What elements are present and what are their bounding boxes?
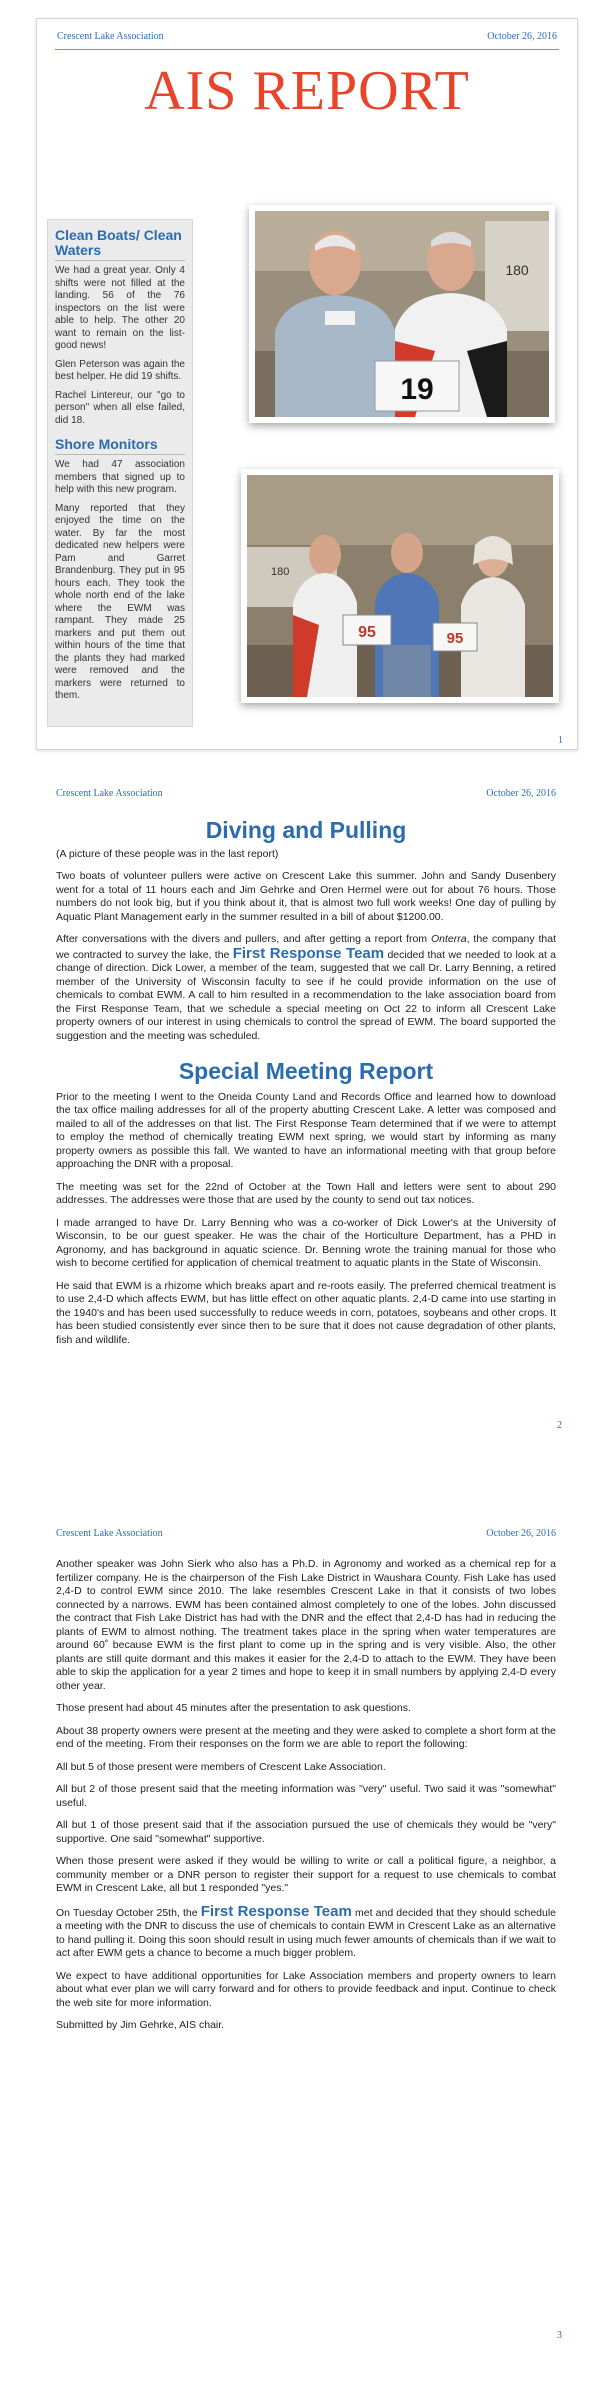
page-3 bbox=[36, 1512, 576, 2392]
photo-two-men-image bbox=[255, 211, 549, 417]
header-org: Crescent Lake Association bbox=[56, 787, 163, 799]
header-rule bbox=[55, 49, 559, 50]
section-title-diving: Diving and Pulling bbox=[205, 817, 407, 843]
sign-number: 95 bbox=[446, 630, 464, 647]
page-title: AIS REPORT bbox=[144, 60, 470, 122]
sidebar-text: Glen Peterson was again the best helper. He did 19 shifts. bbox=[55, 358, 185, 382]
first-response-team: First Response Team bbox=[200, 1902, 352, 1920]
paragraph: All but 2 of those present said that the meeting information was "very" useful. Two said it was "somewhat" useful. bbox=[56, 1783, 556, 1809]
photo-two-men bbox=[249, 205, 555, 423]
paragraph: He said that EWM is a rhizome which breaks apart and re-roots easily. The preferred chemical treatment is to use 2,4-D which affects EWM, but has little effect on other aquatic plants. 2,4-D came into use starting in the 1940's and has been used successfully to reduce weeds in corn, potatoes, soybeans and other crops. It has been studied consistently ever since then to be sure that it does not cause degradation of other plants, fish and wildlife. bbox=[56, 1279, 556, 1346]
paragraph: After conversations with the divers and pullers, and after getting a report from Onterra, the company that we contracted to survey the lake, the First Response Team decided that we needed to look at a change of direction. Dick Lower, a member of the team, suggested that we call Dr. Larry Benning, a retired member of the University of Wisconsin faculty to see if he could provide information on the use of chemicals to combat EWM. A call to him resulted in a recommendation to the lake association board from the First Response Team, that we schedule a special meeting on Oct 22 to inform all Crescent Lake property owners of our interest in using chemicals to control the spread of EWM. The board supported the suggestion and the meeting was scheduled. bbox=[56, 933, 557, 1042]
page-number: 3 bbox=[557, 2330, 562, 2341]
page-body bbox=[56, 1558, 556, 2042]
sign-number: 19 bbox=[400, 373, 434, 406]
page-2 bbox=[36, 772, 576, 1512]
sidebar-text: Many reported that they enjoyed the time on the water. By far the most dedicated new helpers were Pam and Garret Brandenburg. They put in 95 hours each. They took the whole north end of the lake where the EWM was rampant. They made 25 markers and put them out within hours of the time that the plants they had marked were removed and the markers were returned to them. bbox=[55, 502, 185, 701]
sign-number: 95 bbox=[358, 624, 376, 641]
sidebar-text: We had a great year. Only 4 shifts were not filled at the landing. 56 of the 76 inspectors on the list were able to help. The other 20 want to remain on the list- good news! bbox=[55, 265, 185, 351]
page-header bbox=[57, 25, 557, 47]
sidebar-box bbox=[47, 219, 193, 727]
header-org: Crescent Lake Association bbox=[56, 1527, 163, 1539]
sidebar-text: We had 47 association members that signed up to help with this new program. bbox=[55, 459, 185, 495]
paragraph: When those present were asked if they would be willing to write or call a political figure, a neighbor, a community member or a DNR person to register their support for a request to use chemicals to combat EWM in Crescent Lake, all but 1 responded "yes." bbox=[56, 1855, 556, 1894]
signature-line: Submitted by Jim Gehrke, AIS chair. bbox=[56, 2019, 225, 2031]
paragraph: Two boats of volunteer pullers were active on Crescent Lake this summer. John and Sandy Dusenbery went for a total of 11 hours each and Jim Gehrke and Oren Hermel were out for about 76 hours. Those numbers do not look big, but if you think about it, that is almost two full work weeks! One day of pulling by Aquatic Plant Management early in the summer resulted in a bill of about $1200.00. bbox=[56, 870, 556, 923]
photo-three-people bbox=[241, 469, 559, 703]
page-body bbox=[56, 817, 557, 1356]
company-name: Onterra bbox=[430, 933, 467, 945]
page-1 bbox=[36, 18, 578, 750]
paragraph: Prior to the meeting I went to the Oneida County Land and Records Office and learned how to download the tax office mailing addresses for all of the property abutting Crescent Lake. A letter was composed and mailed to all of the addresses on that list. The First Response Team determined that if we were to attempt to employ the method of chemically treating EWM next spring, we would start by informing as many property owners as possible this fall. We wanted to have an informational meeting with that group before approaching the DNR with a proposal. bbox=[56, 1090, 556, 1170]
wall-number: 180 bbox=[271, 566, 290, 578]
sidebar-heading-clean-boats: Clean Boats/ Clean Waters bbox=[55, 228, 185, 261]
paragraph: We expect to have additional opportunities for Lake Association members and property owners to learn about what ever plan we will carry forward and for others to provide feedback and input. Continue to check the web site for more information. bbox=[56, 1969, 556, 2009]
page-number: 1 bbox=[558, 735, 563, 746]
svg-text:180: 180 bbox=[505, 262, 529, 278]
page-header bbox=[56, 782, 556, 804]
paragraph: About 38 property owners were present at the meeting and they were asked to complete a short form at the end of the meeting. From their responses on the form we are able to report the following: bbox=[56, 1724, 556, 1750]
page-header bbox=[56, 1522, 556, 1544]
paragraph: Another speaker was John Sierk who also has a Ph.D. in Agronomy and worked as a chemical rep for a fertilizer company. He is the chairperson of the Fish Lake District in Waushara County. Fish Lake has used 2,4-D to control EWM since 2010. The lake resembles Crescent Lake in that it consists of two lobes connected by a narrows. EWM has been contained almost completely to one of the lobes. John discussed the contract that Fish Lake District has had with the DNR and the effect that 2,4-D has had in reducing the plants of EWM to almost nothing. The treatment takes place in the spring when water temperatures are around 60˚ because EWM is the first plant to come up in the spring and is very visible. Also, the other plants are still quite dormant and this makes it easier for the 2,4-D to attach to the EWM. They have been able to skip the application for a year 2 times and hope to keep it in small numbers by applying 2,4-D every other year. bbox=[56, 1558, 556, 1692]
paragraph: The meeting was set for the 22nd of October at the Town Hall and letters were sent to about 290 addresses. The addresses were those that are used by the county to send out tax notices. bbox=[56, 1180, 556, 1206]
paragraph: (A picture of these people was in the last report) bbox=[56, 847, 279, 860]
section-title-special-meeting: Special Meeting Report bbox=[178, 1058, 434, 1084]
header-date: October 26, 2016 bbox=[486, 787, 556, 799]
photo-three-people-image bbox=[247, 475, 553, 697]
first-response-team: First Response Team bbox=[232, 944, 385, 962]
header-date: October 26, 2016 bbox=[486, 1527, 556, 1539]
header-date: October 26, 2016 bbox=[487, 30, 557, 42]
paragraph: All but 1 of those present said that if the association pursued the use of chemicals they would be "very" supportive. One said "somewhat" supportive. bbox=[56, 1819, 556, 1845]
page-number: 2 bbox=[557, 1420, 562, 1431]
sidebar-text: Rachel Lintereur, our "go to person" when all else failed, did 18. bbox=[55, 389, 185, 426]
paragraph: I made arranged to have Dr. Larry Benning who was a co-worker of Dick Lower's at the University of Wisconsin, to be our guest speaker. He was the chair of the Horticulture Department, has a PHD in Agronomy, and has background in aquatic science. Dr. Benning wrote the training manual for those who wish to become certified for application of chemical treatment to aquatic plants in the State of Wisconsin. bbox=[56, 1216, 556, 1269]
paragraph: On Tuesday October 25th, the First Response Team met and decided that they should schedule a meeting with the DNR to discuss the use of chemicals to contain EWM in Crescent Lake as an alternative to hand pulling it. Doing this soon should result in using much fewer amounts of chemicals than if we wait to act after EWM gets a chance to become a much bigger problem. bbox=[56, 1902, 557, 1959]
paragraph: All but 5 of those present were members of Crescent Lake Association. bbox=[56, 1760, 386, 1773]
header-org: Crescent Lake Association bbox=[57, 30, 164, 42]
sidebar-heading-shore-monitors: Shore Monitors bbox=[55, 437, 185, 455]
paragraph: Those present had about 45 minutes after the presentation to ask questions. bbox=[56, 1702, 411, 1714]
